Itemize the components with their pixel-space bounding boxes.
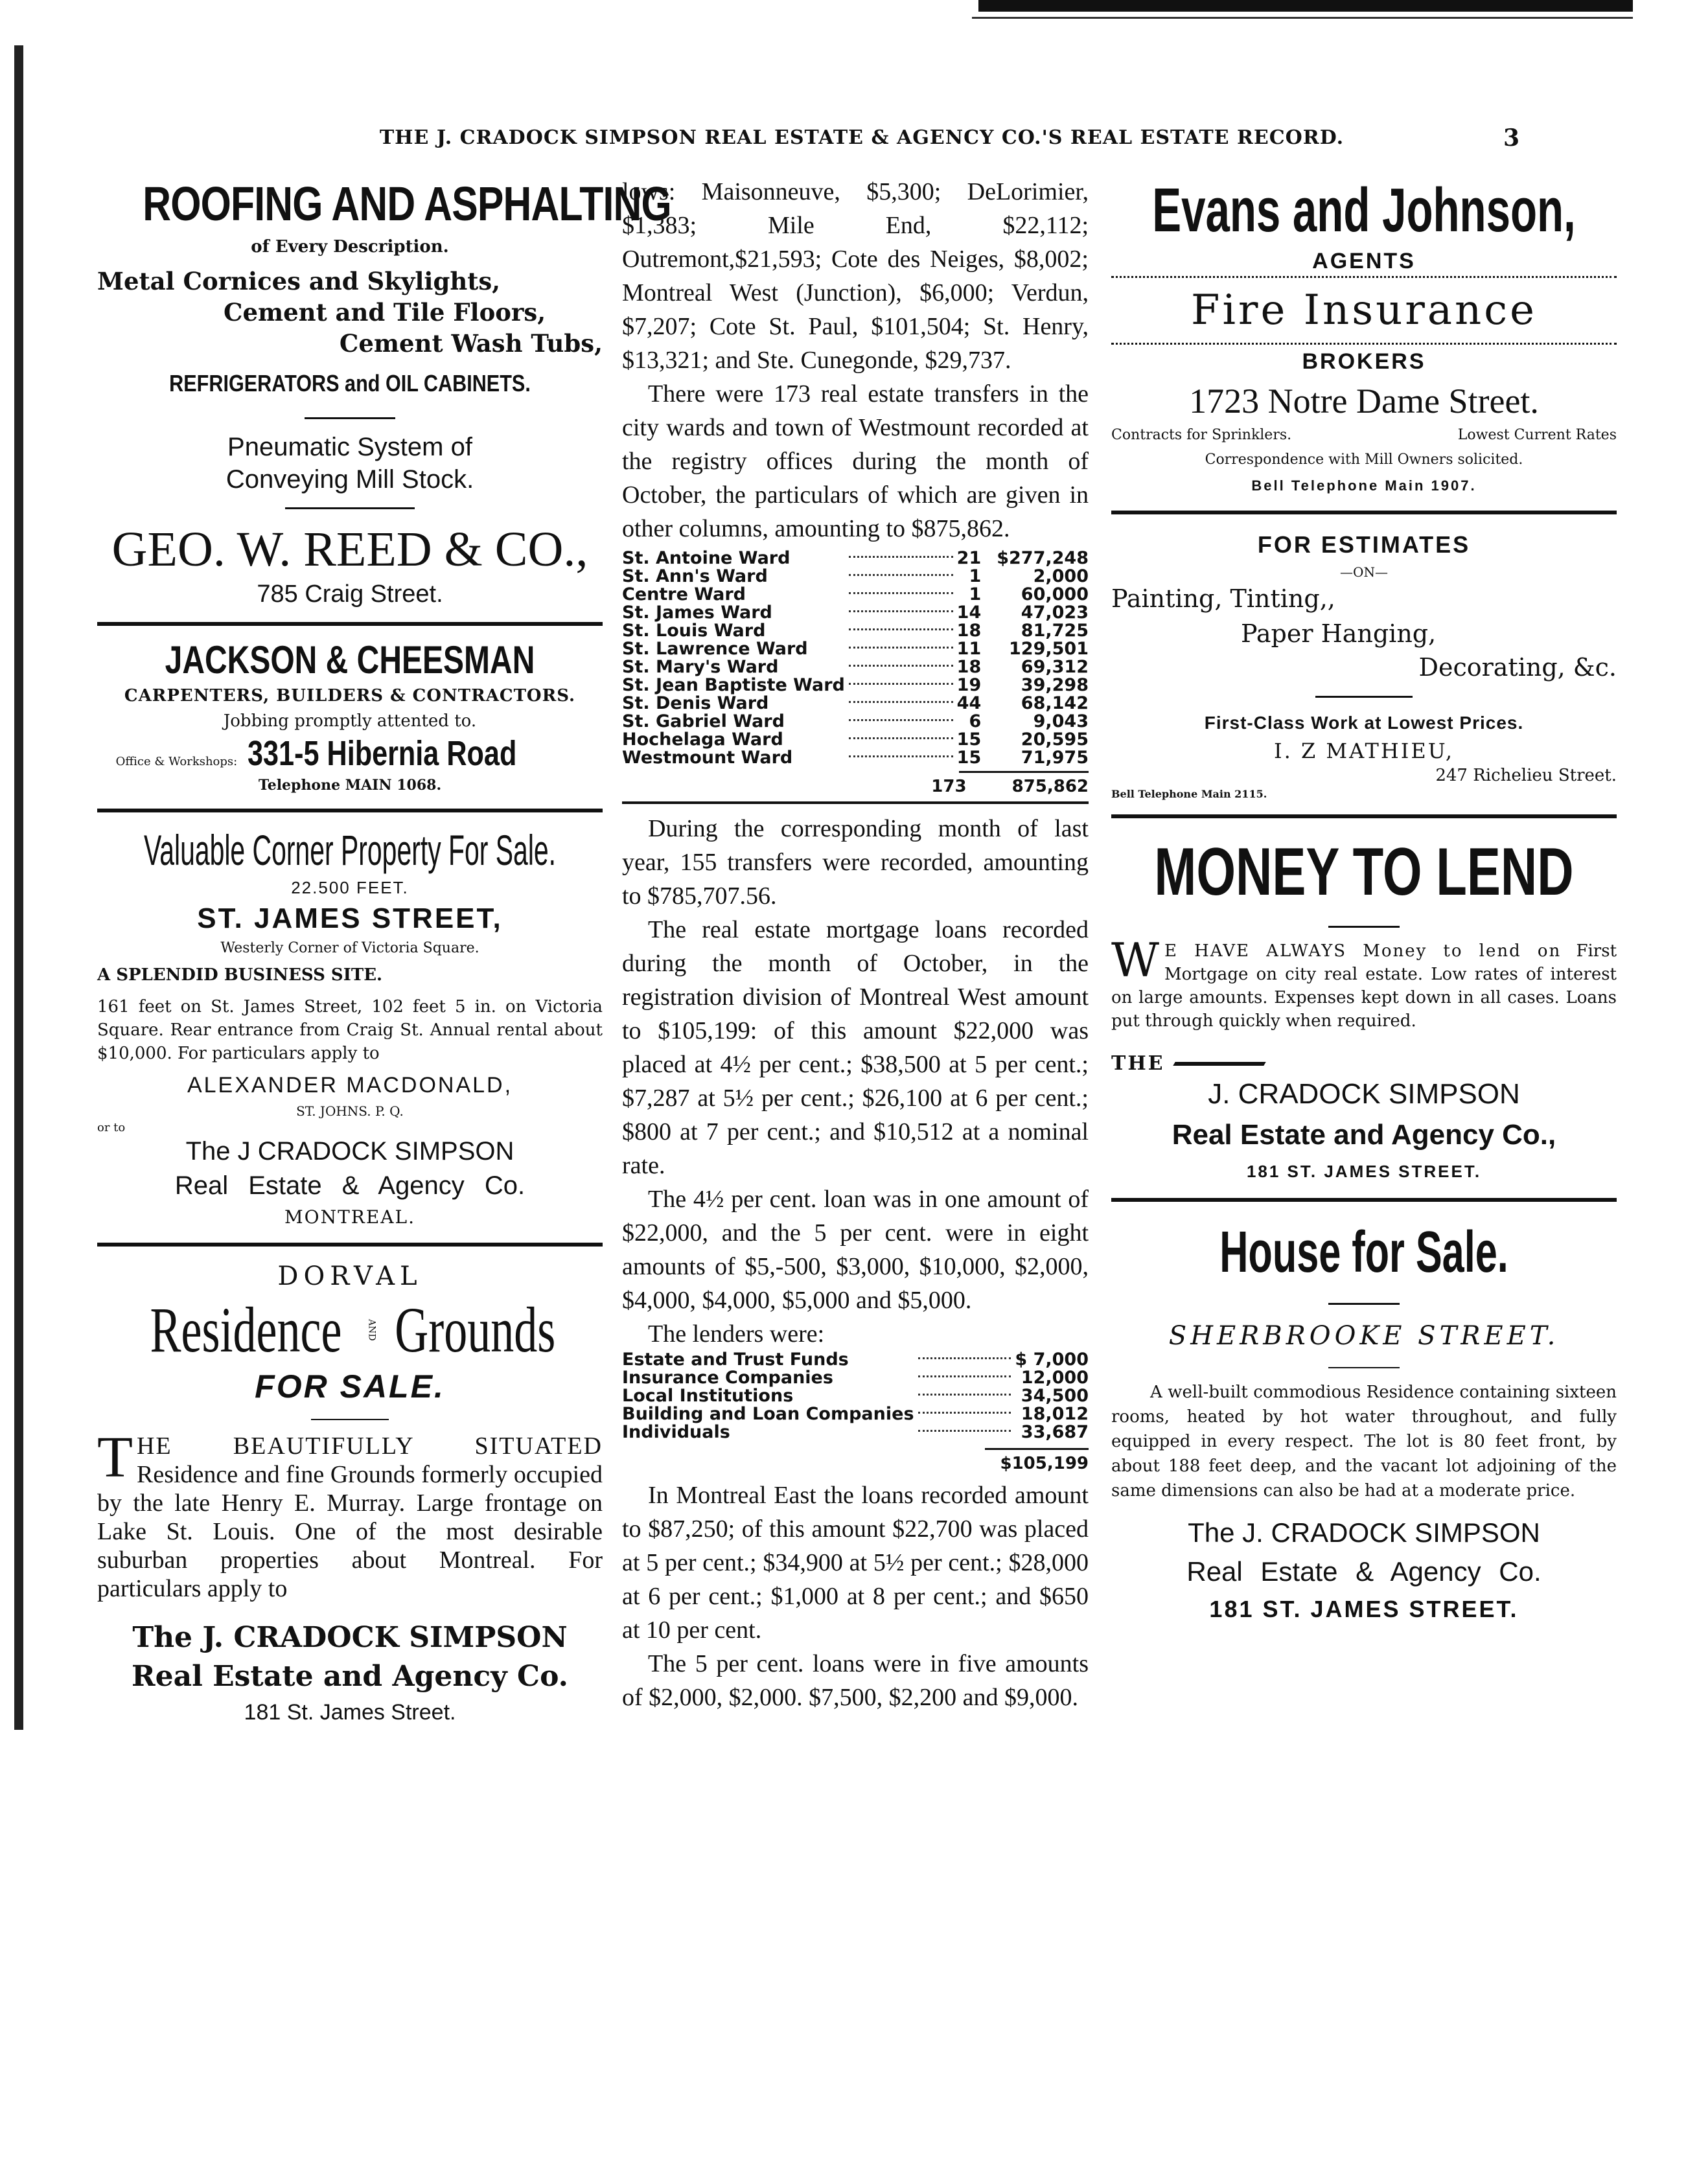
ward-row [622,640,1089,658]
ward-row [622,676,1089,695]
estimates-address: 247 Richelieu Street. [1435,766,1617,785]
column-right [1111,175,1617,1627]
roofing-line-3: Cement Wash Tubs, [339,329,603,358]
jackson-jobbing: Jobbing promptly attented to. [223,711,477,731]
corner-contact: ALEXANDER MACDONALD, [187,1073,513,1098]
lender-name: Insurance Companies [622,1368,833,1388]
ward-row [622,713,1089,731]
ward-name: St. Gabriel Ward [622,711,785,731]
ward-amount: 39,298 [1021,675,1089,695]
estimates-ad [1111,526,1617,803]
evans-contracts: Contracts for Sprinklers. [1111,427,1292,443]
dorval-address: 181 St. James Street. [244,1700,456,1725]
ward-row [622,731,1089,749]
corner-city: MONTREAL. [284,1206,416,1228]
roofing-title: ROOFING AND ASPHALTING [143,177,671,231]
house-body: A well-built commodious Residence containing sixteen rooms, heated by hot water throughout, and fully equipped in every respect. The lot is 80 feet front, by about 188 feet deep, and the vacant lot adjoining of the same dimensions can also be had at a moderate price. [1111,1383,1617,1500]
ward-name: St. Antoine Ward [622,548,791,568]
ward-row [622,586,1089,604]
estimates-title: FOR ESTIMATES [1257,531,1471,558]
ward-amount: $277,248 [997,548,1089,568]
dot-leader [914,1351,1015,1369]
divider [1328,1303,1400,1305]
left-margin-rule [14,45,23,1730]
dorval-ad [97,1258,603,1729]
lender-amount: 18,012 [1021,1404,1089,1424]
wards-total-amount: 875,862 [1011,777,1089,796]
dorval-residence: Residence [150,1294,342,1366]
dot-leader [845,749,957,767]
estimates-name: I. Z MATHIEU, [1274,739,1454,763]
dorval-for-sale: FOR SALE. [255,1368,445,1405]
evans-rates: Lowest Current Rates [1457,427,1617,443]
roofing-line-4: REFRIGERATORS and OIL CABINETS. [169,370,531,397]
wards-table [622,549,1089,767]
divider [285,507,415,509]
money-drop-cap: W [1111,933,1160,987]
money-ad [1111,830,1617,1186]
lender-amount: $ 7,000 [1015,1350,1089,1370]
dorval-and: AND [366,1319,377,1341]
roofing-line-2: Cement and Tile Floors, [224,298,546,327]
lender-row [622,1387,1089,1405]
estimates-line-1: Painting, Tinting,, [1111,584,1335,613]
evans-title: Evans and Johnson, [1152,176,1576,245]
money-rule [1173,1062,1265,1066]
dorval-company-2: Real Estate and Agency Co. [132,1660,568,1693]
lender-row [622,1405,1089,1423]
lender-row [622,1351,1089,1369]
ward-amount: 60,000 [1021,584,1089,604]
wards-total-count: 173 [931,777,967,796]
ward-name: St. Denis Ward [622,693,769,713]
jackson-ad [97,638,603,797]
jackson-office-label: Office & Workshops: [115,755,238,768]
dot-leader [845,640,957,658]
estimates-line-3: Decorating, &c. [1418,653,1617,682]
article-para-6: In Montreal East the loans recorded amount to $87,250; of this amount $22,700 was placed at 5 per cent.; $34,900 at 5½ per cent.; $28,000 at 6 per cent.; $1,000 at 8 per cent.; and $650 at 10 per cent. [622,1482,1089,1644]
corner-property-ad [97,824,603,1231]
evans-brokers: BROKERS [1111,343,1617,378]
ward-amount: 69,312 [1021,657,1089,677]
dorval-grounds: Grounds [395,1294,556,1366]
dorval-company-1: The J. CRADOCK SIMPSON [132,1621,568,1654]
ward-name: St. Mary's Ward [622,657,779,677]
lender-row [622,1369,1089,1387]
corner-feet: 22.500 FEET. [291,878,409,897]
evans-address: 1723 Notre Dame Street. [1189,382,1539,420]
lender-name: Individuals [622,1422,730,1442]
jackson-telephone: Telephone MAIN 1068. [258,777,442,794]
roofing-ad [97,175,671,610]
reed-company: GEO. W. REED & CO., [111,522,588,577]
ward-count: 15 [956,730,982,750]
divider [985,1448,1089,1450]
dot-leader [914,1369,1015,1387]
lenders-label: The lenders were: [648,1320,825,1348]
house-company-1: The J. CRADOCK SIMPSON [1188,1517,1540,1548]
corner-street: ST. JAMES STREET, [197,902,503,934]
ward-row [622,622,1089,640]
corner-company-1: The J CRADOCK SIMPSON [185,1137,514,1166]
top-rule-thin [972,17,1633,19]
ward-count: 6 [969,711,982,731]
evans-ad [1111,175,1617,499]
divider [1328,1367,1400,1368]
divider [1111,511,1617,514]
divider [1315,696,1413,698]
money-body-rest: First Mortgage on city real estate. Low rates of interest on large amounts. Expenses kept down in all cases. Loans put through quickly when required. [1111,941,1617,1031]
dot-leader [914,1423,1015,1442]
money-body-first: E HAVE ALWAYS Money to lend on [1164,941,1562,961]
reed-address: 785 Craig Street. [257,580,443,608]
jackson-title: JACKSON & CHEESMAN [165,638,535,682]
dot-leader [914,1387,1015,1405]
ward-name: St. Jean Baptiste Ward [622,675,845,695]
divider [622,801,1089,804]
house-title: House for Sale. [1219,1220,1508,1285]
pneumatic-line-2: Conveying Mill Stock. [225,465,474,494]
ward-amount: 71,975 [1021,748,1089,768]
ward-count: 15 [956,748,982,768]
divider [1111,1198,1617,1202]
money-company-1: J. CRADOCK SIMPSON [1208,1078,1520,1110]
money-title: MONEY TO LEND [1154,834,1574,910]
corner-title: Valuable Corner Property For Sale. [143,826,557,874]
article-para-1: lows: Maisonneuve, $5,300; DeLorimier, $1,383; Mile End, $22,112; Outremont,$21,593; Cote des Neiges, $8,002; Montreal West (Junction), $6,000; Verdun, $7,207; Cote St. Paul, $101,504; St. Henry, $13,321; and Ste. Cunegonde, $29,737. [622,178,1089,374]
column-middle [622,175,1089,1714]
jackson-office-address: 331-5 Hibernia Road [248,734,517,773]
top-rule [978,0,1633,12]
evans-agents: AGENTS [1111,246,1617,278]
divider [311,1419,389,1420]
ward-name: St. James Ward [622,603,772,623]
ward-name: St. Lawrence Ward [622,639,808,659]
ward-row [622,568,1089,586]
divider [1328,926,1400,928]
roofing-line-1: Metal Cornices and Skylights, [97,267,501,295]
ward-name: Westmount Ward [622,748,793,768]
dorval-drop-cap: T [97,1425,133,1489]
ward-amount: 2,000 [1033,566,1089,586]
estimates-telephone: Bell Telephone Main 2115. [1111,788,1267,800]
dot-leader [845,568,957,586]
lender-row [622,1423,1089,1442]
estimates-line-2: Paper Hanging, [1241,619,1437,648]
divider [1111,814,1617,818]
ward-count: 18 [956,621,982,641]
corner-st-johns: ST. JOHNS. P. Q. [296,1103,404,1119]
ward-row [622,695,1089,713]
dot-leader [845,622,957,640]
lender-name: Estate and Trust Funds [622,1350,849,1370]
dot-leader [845,586,957,604]
ward-count: 21 [956,548,982,568]
lenders-table [622,1351,1089,1442]
house-ad [1111,1213,1617,1627]
dot-leader [845,731,957,749]
house-address: 181 ST. JAMES STREET. [1209,1596,1519,1622]
lender-amount: 34,500 [1021,1386,1089,1406]
money-the: THE [1111,1052,1165,1075]
house-company-2: Real Estate & Agency Co. [1186,1556,1542,1587]
estimates-first-class: First-Class Work at Lowest Prices. [1204,713,1524,733]
divider [959,771,1089,773]
corner-or-to: or to [97,1121,126,1134]
lender-amount: 12,000 [1021,1368,1089,1388]
article-para-2: There were 173 real estate transfers in the city wards and town of Westmount recorded at the registry offices during the month of October, the particulars of which are given in other columns, amounting to $875,862. [622,380,1089,542]
divider [305,417,395,419]
ward-count: 1 [969,566,982,586]
lender-amount: 33,687 [1021,1422,1089,1442]
money-company-2: Real Estate and Agency Co., [1172,1119,1556,1151]
dorval-title: DORVAL [277,1261,422,1291]
article-para-5: The 4½ per cent. loan was in one amount of $22,000, and the 5 per cent. were in eight amounts of $5,-500, $3,000, $10,000, $2,000, $4,000, $4,000, $5,000 and $5,000. [622,1186,1089,1314]
money-address: 181 ST. JAMES STREET. [1246,1162,1482,1181]
evans-telephone: Bell Telephone Main 1907. [1251,477,1477,494]
ward-amount: 68,142 [1021,693,1089,713]
ward-row [622,658,1089,676]
roofing-subtitle: of Every Description. [251,237,449,257]
dot-leader [845,695,957,713]
column-left [97,175,671,1729]
ward-amount: 129,501 [1009,639,1089,659]
ward-count: 44 [956,693,982,713]
article-para-4: The real estate mortgage loans recorded during the month of October, in the registration division of Montreal West amount to $105,199: of this amount $22,000 was placed at 4½ per cent.; $38,500 at 5 per cent.; $7,287 at 5½ per cent.; $26,100 at 6 per cent.; $800 at 7 per cent.; and $10,512 at a nominal rate. [622,916,1089,1179]
article-para-3: During the corresponding month of last year, 155 transfers were recorded, amounting to $785,707.56. [622,815,1089,910]
lender-name: Local Institutions [622,1386,794,1406]
ward-amount: 20,595 [1021,730,1089,750]
ward-row [622,604,1089,622]
divider [97,1243,603,1247]
lender-name: Building and Loan Companies [622,1404,914,1424]
ward-count: 11 [956,639,982,659]
ward-amount: 81,725 [1021,621,1089,641]
evans-correspondence: Correspondence with Mill Owners solicited. [1205,452,1523,468]
article-para-7: The 5 per cent. loans were in five amounts of $2,000, $2,000. $7,500, $2,200 and $9,000. [622,1650,1089,1711]
ward-name: Centre Ward [622,584,746,604]
corner-body: 161 feet on St. James Street, 102 feet 5 in. on Victoria Square. Rear entrance from Craig St. Annual rental about $10,000. For particulars apply to [97,997,603,1063]
ward-count: 14 [956,603,982,623]
dot-leader [845,549,957,568]
ward-name: St. Louis Ward [622,621,766,641]
ward-row [622,549,1089,568]
page-number: 3 [1503,124,1520,152]
ward-name: Hochelaga Ward [622,730,783,750]
ward-name: St. Ann's Ward [622,566,768,586]
dot-leader [845,658,957,676]
lenders-total: $105,199 [1000,1454,1089,1473]
dot-leader [845,604,957,622]
ward-count: 19 [956,675,982,695]
page-header: THE J. CRADOCK SIMPSON REAL ESTATE & AGENCY CO.'S REAL ESTATE RECORD. [379,126,1345,149]
evans-fire: Fire Insurance [1191,286,1537,334]
house-street: SHERBROOKE STREET. [1168,1321,1560,1351]
ward-amount: 9,043 [1033,711,1089,731]
ward-count: 18 [956,657,982,677]
jackson-trades: CARPENTERS, BUILDERS & CONTRACTORS. [124,686,576,706]
corner-splendid: A SPLENDID BUSINESS SITE. [97,965,383,985]
ward-count: 1 [969,584,982,604]
pneumatic-line-1: Pneumatic System of [227,433,472,461]
divider [97,809,603,812]
ward-amount: 47,023 [1021,603,1089,623]
corner-westerly: Westerly Corner of Victoria Square. [220,940,479,956]
dot-leader [845,676,957,695]
divider [97,622,603,626]
ward-row [622,749,1089,767]
corner-company-2: Real Estate & Agency Co. [174,1171,525,1200]
estimates-on: —ON— [1340,564,1388,580]
dorval-body-first: HE BEAUTIFULLY SITUATED [136,1432,603,1460]
dot-leader [845,713,957,731]
dorval-body-rest: Residence and fine Grounds formerly occupied by the late Henry E. Murray. Large frontage on Lake St. Louis. One of the most desirable suburban properties about Montreal. For particulars apply to [97,1461,603,1602]
dot-leader [914,1405,1015,1423]
